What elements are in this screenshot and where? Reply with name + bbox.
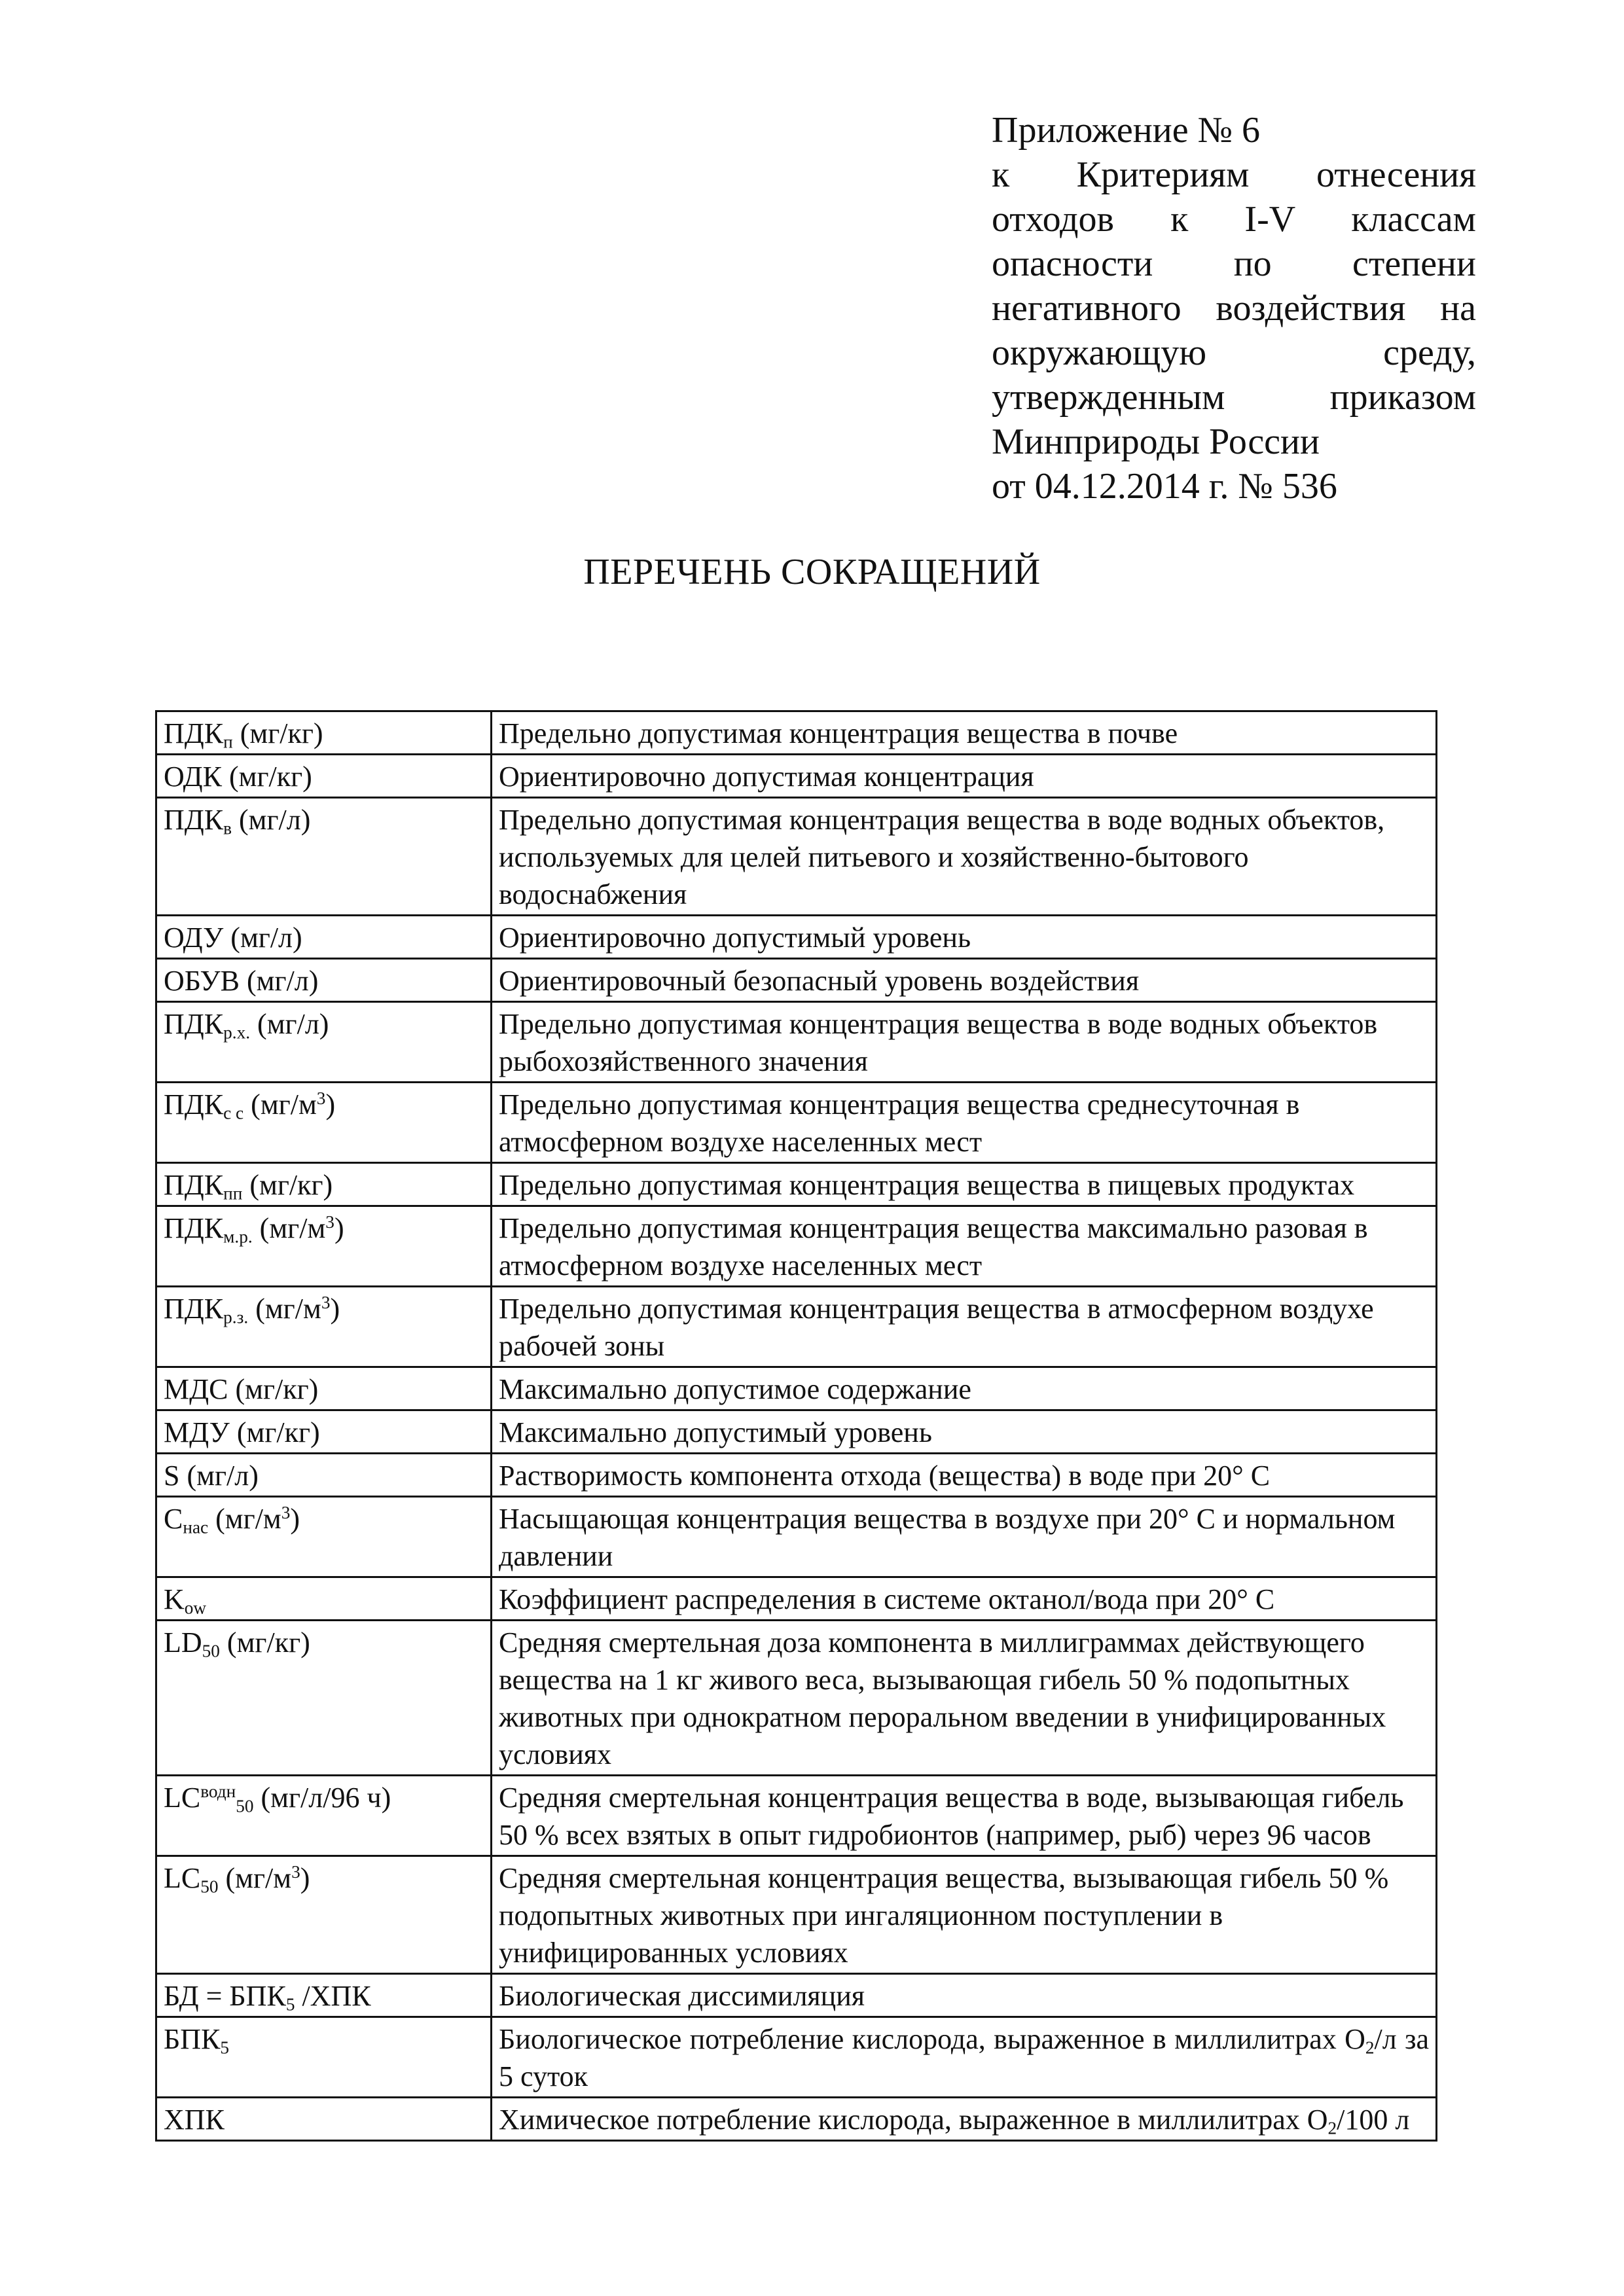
term-subscript: 50 [200, 1876, 219, 1897]
description-text: Ориентировочно допустимая концентрация [499, 761, 1034, 793]
term-subscript: 5 [285, 1994, 295, 2015]
description-text: Максимально допустимый уровень [499, 1416, 932, 1448]
description-text: Предельно допустимая концентрация вещества в воде водных объектов рыбохозяйственного значения [499, 1008, 1378, 1077]
term-units: (мг/кг) [232, 717, 323, 749]
abbreviation-description [492, 2017, 1437, 2098]
description-text: Средняя смертельная доза компонента в миллиграммах действующего вещества на 1 кг живого веса, вызывающая гибель 50 % подопытных животных при однократном пероральном введении в унифицированных условиях [499, 1626, 1386, 1770]
table-row [156, 798, 1437, 916]
term-units: (мг/л) [250, 1008, 329, 1040]
appendix-line: Минприроды России [992, 422, 1320, 462]
table-row [156, 1367, 1437, 1410]
abbreviation-description [492, 1577, 1437, 1621]
abbreviation-description [492, 1856, 1437, 1974]
abbreviation-description [492, 1206, 1437, 1287]
description-text: Химическое потребление кислорода, выраженное в миллилитрах О [499, 2104, 1328, 2136]
abbreviation-description [492, 2098, 1437, 2141]
term-text: ПДК [164, 1212, 224, 1244]
term-superscript: 3 [281, 1503, 291, 1522]
term-units: (мг/м [208, 1503, 281, 1535]
abbreviation-description [492, 1974, 1437, 2017]
abbreviation-term [156, 1287, 492, 1367]
appendix-line: опасности по степени [992, 243, 1476, 284]
abbreviation-description [492, 959, 1437, 1002]
term-subscript: р.з. [223, 1307, 249, 1327]
term-text: МДС (мг/кг) [164, 1373, 319, 1405]
abbreviation-term [156, 755, 492, 798]
term-subscript: пп [223, 1183, 243, 1204]
abbreviation-term [156, 2098, 492, 2141]
description-text: Коэффициент распределения в системе октанол/вода при 20° С [499, 1583, 1275, 1615]
abbreviation-term [156, 1776, 492, 1856]
abbreviation-description [492, 1083, 1437, 1163]
table-row [156, 1454, 1437, 1497]
description-text: Средняя смертельная концентрация вещества в воде, вызывающая гибель 50 % всех взятых в опыт гидробионтов (например, рыб) через 96 часов [499, 1782, 1404, 1851]
description-text: /100 л [1337, 2104, 1410, 2136]
table-row [156, 1621, 1437, 1776]
abbreviation-term [156, 1577, 492, 1621]
abbreviation-term [156, 959, 492, 1002]
abbreviation-description [492, 1621, 1437, 1776]
term-text: LC [164, 1782, 201, 1814]
abbreviation-term [156, 1410, 492, 1454]
table-row [156, 1163, 1437, 1206]
abbreviation-description [492, 1287, 1437, 1367]
abbreviation-term [156, 1367, 492, 1410]
term-units: (мг/м [248, 1293, 321, 1325]
appendix-line: негативного воздействия на [992, 288, 1476, 329]
appendix-line: Приложение № 6 [992, 110, 1260, 151]
term-units-close: ) [300, 1862, 310, 1894]
term-text: ПДК [164, 1169, 224, 1201]
abbreviation-description [492, 711, 1437, 755]
term-units-close: ) [325, 1088, 336, 1121]
table-row [156, 711, 1437, 755]
term-text: ПДК [164, 1008, 224, 1040]
abbreviation-term [156, 711, 492, 755]
description-subscript: 2 [1327, 2118, 1337, 2138]
term-text: ПДК [164, 1293, 224, 1325]
abbreviation-term [156, 1856, 492, 1974]
term-units: (мг/кг) [219, 1626, 310, 1659]
term-subscript: ow [184, 1598, 207, 1618]
table-row [156, 916, 1437, 959]
abbreviation-description [492, 1163, 1437, 1206]
term-text: ХПК [164, 2104, 225, 2136]
term-subscript: р.х. [223, 1022, 251, 1043]
term-superscript: 3 [316, 1088, 326, 1108]
description-text: Предельно допустимая концентрация вещества в атмосферном воздухе рабочей зоны [499, 1293, 1374, 1362]
abbreviation-term [156, 2017, 492, 2098]
term-text: S (мг/л) [164, 1460, 259, 1492]
abbreviation-description [492, 1410, 1437, 1454]
term-superscript: 3 [325, 1212, 334, 1232]
table-row [156, 1577, 1437, 1621]
table-row [156, 1083, 1437, 1163]
description-text: Ориентировочно допустимый уровень [499, 922, 971, 954]
abbreviation-term [156, 798, 492, 916]
term-superscript: водн [200, 1782, 236, 1801]
abbreviation-description [492, 916, 1437, 959]
term-text: БД = БПК [164, 1980, 286, 2012]
term-subscript: п [223, 732, 233, 752]
term-text: ОБУВ (мг/л) [164, 965, 319, 997]
abbreviation-term [156, 1497, 492, 1577]
term-subscript: с с [223, 1103, 244, 1123]
term-text: С [164, 1503, 183, 1535]
term-units-close: ) [290, 1503, 300, 1535]
term-text: LD [164, 1626, 202, 1659]
description-text: Предельно допустимая концентрация вещества в почве [499, 717, 1178, 749]
abbreviation-description [492, 1454, 1437, 1497]
term-subscript: 50 [202, 1641, 220, 1661]
table-row [156, 1287, 1437, 1367]
abbreviation-term [156, 1206, 492, 1287]
abbreviation-term [156, 1454, 492, 1497]
appendix-line: утвержденным приказом [992, 377, 1476, 418]
abbreviation-description [492, 1002, 1437, 1083]
term-superscript: 3 [321, 1293, 331, 1312]
term-text: LC [164, 1862, 201, 1894]
table-row [156, 1410, 1437, 1454]
term-units: (мг/м [218, 1862, 292, 1894]
table-row [156, 1002, 1437, 1083]
abbreviation-term [156, 1621, 492, 1776]
term-text: K [164, 1583, 185, 1615]
term-text: ОДК (мг/кг) [164, 761, 312, 793]
table-row [156, 959, 1437, 1002]
table-row [156, 1206, 1437, 1287]
term-units-close: ) [334, 1212, 344, 1244]
term-units: (мг/м [244, 1088, 317, 1121]
table-row [156, 755, 1437, 798]
abbreviation-term [156, 1083, 492, 1163]
term-subscript: 5 [220, 2037, 230, 2058]
table-row [156, 2017, 1437, 2098]
term-subscript: 50 [236, 1796, 254, 1816]
abbreviation-description [492, 1367, 1437, 1410]
appendix-heading [992, 108, 1476, 509]
term-subscript: м.р. [223, 1227, 253, 1247]
description-text: Растворимость компонента отхода (вещества) в воде при 20° С [499, 1460, 1271, 1492]
term-units: (мг/кг) [242, 1169, 333, 1201]
term-text: ПДК [164, 1088, 224, 1121]
term-units: (мг/л) [232, 804, 311, 836]
description-text: Биологическое потребление кислорода, выраженное в миллилитрах О [499, 2023, 1365, 2055]
description-text: Биологическая диссимиляция [499, 1980, 865, 2012]
description-text: Предельно допустимая концентрация вещества в пищевых продуктах [499, 1169, 1355, 1201]
term-text: МДУ (мг/кг) [164, 1416, 320, 1448]
abbreviation-term [156, 916, 492, 959]
term-superscript: 3 [291, 1862, 300, 1882]
abbreviation-description [492, 755, 1437, 798]
appendix-line: от 04.12.2014 г. № 536 [992, 466, 1337, 507]
appendix-line: к Критериям отнесения [992, 154, 1476, 195]
description-text: Ориентировочный безопасный уровень воздействия [499, 965, 1140, 997]
abbreviation-description [492, 1497, 1437, 1577]
appendix-line: окружающую среду, [992, 332, 1476, 373]
abbreviation-description [492, 798, 1437, 916]
term-units: (мг/м [252, 1212, 326, 1244]
term-units-close: ) [330, 1293, 340, 1325]
abbreviations-table [155, 710, 1437, 2142]
abbreviation-term [156, 1163, 492, 1206]
description-text: Предельно допустимая концентрация вещества в воде водных объектов, используемых для целей питьевого и хозяйственно-бытового водоснабжения [499, 804, 1385, 910]
term-text: ПДК [164, 717, 224, 749]
table-row [156, 1776, 1437, 1856]
term-text: ОДУ (мг/л) [164, 922, 302, 954]
abbreviations-table-body [156, 711, 1437, 2141]
term-subscript: нас [183, 1517, 209, 1537]
term-text: БПК [164, 2023, 221, 2055]
table-row [156, 1974, 1437, 2017]
description-text: /л за 5 суток [499, 2023, 1430, 2092]
term-units: (мг/л/96 ч) [253, 1782, 391, 1814]
description-text: Предельно допустимая концентрация вещества максимально разовая в атмосферном воздухе населенных мест [499, 1212, 1368, 1282]
term-text: ПДК [164, 804, 224, 836]
description-text: Средняя смертельная концентрация вещества, вызывающая гибель 50 % подопытных животных при ингаляционном поступлении в унифицированных условиях [499, 1862, 1389, 1969]
abbreviation-description [492, 1776, 1437, 1856]
table-row [156, 1497, 1437, 1577]
description-subscript: 2 [1365, 2037, 1375, 2058]
description-text: Предельно допустимая концентрация вещества среднесуточная в атмосферном воздухе населенных мест [499, 1088, 1300, 1158]
appendix-line: отходов к I-V классам [992, 199, 1476, 240]
term-units: /ХПК [295, 1980, 371, 2012]
abbreviation-term [156, 1974, 492, 2017]
abbreviation-term [156, 1002, 492, 1083]
description-text: Насыщающая концентрация вещества в воздухе при 20° С и нормальном давлении [499, 1503, 1396, 1572]
table-row [156, 2098, 1437, 2141]
table-row [156, 1856, 1437, 1974]
page-title: ПЕРЕЧЕНЬ СОКРАЩЕНИЙ [583, 552, 1041, 592]
description-text: Максимально допустимое содержание [499, 1373, 971, 1405]
term-subscript: в [223, 818, 232, 838]
